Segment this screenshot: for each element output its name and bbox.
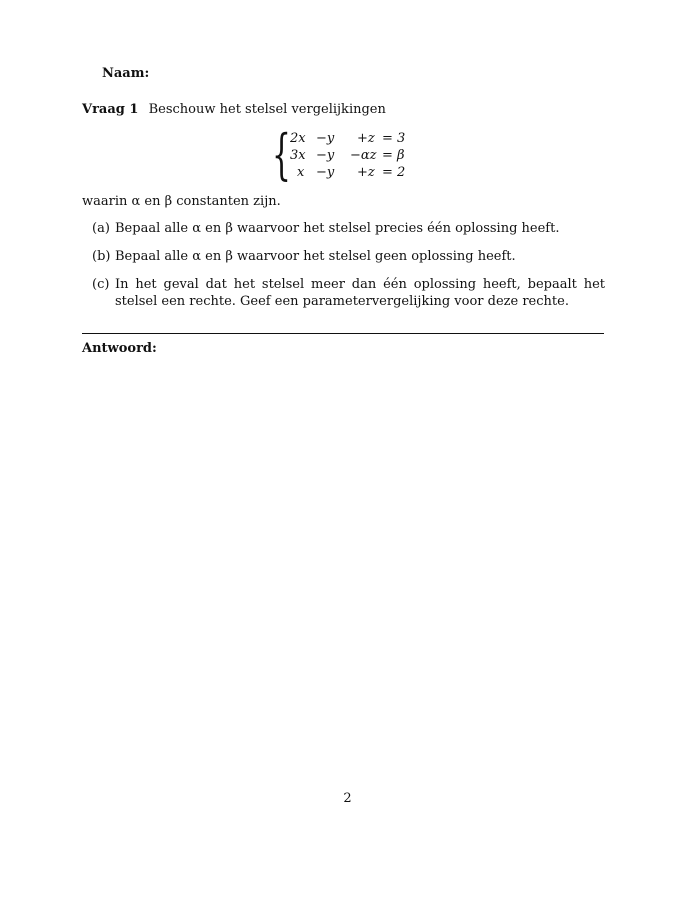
constants-text: waarin α en β constanten zijn. [82, 194, 281, 209]
part-text: Bepaal alle α en β waarvoor het stelsel geen oplossing heeft. [115, 249, 516, 264]
term: −y [316, 131, 335, 146]
term: −αz [350, 148, 377, 163]
term: = 3 [382, 131, 406, 146]
question-part-a [82, 220, 604, 237]
question-heading [82, 102, 386, 117]
question-intro: Beschouw het stelsel vergelijkingen [148, 102, 386, 117]
part-text: Bepaal alle α en β waarvoor het stelsel precies één oplossing heeft. [115, 221, 560, 236]
left-brace: { [272, 123, 291, 186]
term: x [297, 165, 305, 180]
question-number: Vraag 1 [82, 102, 139, 117]
term: 3x [290, 148, 306, 163]
equation-system [272, 123, 422, 186]
part-label: (c) [92, 277, 110, 292]
term: 2x [290, 131, 306, 146]
equation-row-3 [290, 165, 420, 182]
term: = β [382, 148, 405, 163]
equation-row-1 [290, 131, 420, 148]
term: +z [357, 131, 375, 146]
question-part-b [82, 248, 604, 265]
equation-row-2 [290, 148, 420, 165]
horizontal-divider [82, 333, 604, 334]
answer-label: Antwoord: [82, 341, 157, 356]
page-number: 2 [343, 791, 352, 806]
part-label: (a) [92, 221, 110, 236]
term: = 2 [382, 165, 406, 180]
part-label: (b) [92, 249, 111, 264]
question-part-c [82, 276, 604, 310]
term: −y [316, 165, 335, 180]
term: −y [316, 148, 335, 163]
part-text: In het geval dat het stelsel meer dan één oplossing heeft, bepaalt het stelsel een rechte. Geef een parametervergelijking voor deze rechte. [115, 277, 605, 309]
term: +z [357, 165, 375, 180]
name-label: Naam: [102, 66, 150, 81]
